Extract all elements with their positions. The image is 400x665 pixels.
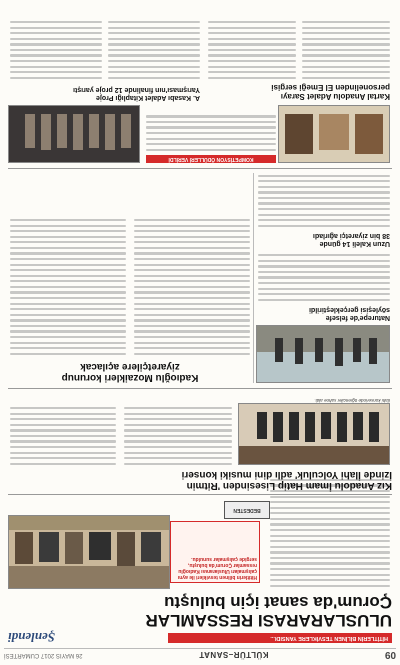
concert-photo [238, 403, 390, 465]
divider-3 [8, 168, 392, 169]
adalet-column-text-2 [208, 18, 296, 79]
headline-kicker: HİTİTLERİN BİLİNEN TESVİKLERE YANSIDI... [168, 633, 392, 643]
mosaic-headline [10, 361, 250, 383]
concert-photo-image [239, 404, 389, 464]
headline-line-2: Çorum'da sanat için buluştu [164, 593, 392, 612]
tourists-photo [256, 325, 390, 383]
uzun-title-2: 38 bin ziyaretçi ağırladı [312, 232, 390, 239]
tourists-photo-image [257, 326, 389, 382]
handicraft-photo [278, 105, 390, 163]
naturel-column-text [258, 251, 390, 301]
concert-column-text [124, 404, 232, 465]
mosaic-column-text [134, 216, 250, 355]
arsa-column-text-2 [10, 18, 102, 79]
handicraft-photo-image [279, 106, 389, 162]
naturel-headline [258, 305, 390, 321]
issue-date: 26 MAYIS 2017 CUMARTESİ [4, 652, 83, 658]
exhibition-photo-image [9, 516, 169, 588]
mosaic-column-text-2 [10, 216, 126, 355]
arsa-title-1: A. Kasabı Adalet Kitaplığı Proje [96, 94, 200, 101]
section-title: KÜLTÜR–SANAT [198, 650, 269, 660]
project-photo [8, 105, 140, 163]
arsa-headline [10, 85, 200, 101]
adalet-column-text [302, 18, 390, 79]
main-headline [8, 593, 392, 629]
concert-headline [8, 469, 392, 491]
uzun-column-text [258, 171, 390, 227]
uzun-headline [258, 231, 390, 247]
exhibition-photo [8, 515, 170, 589]
naturel-title-2: söyleşisi gerçekleştirildi [309, 306, 390, 313]
mosaic-title-1: Kadıoğlu Mozaikleri korunup [61, 372, 199, 383]
awards-column-text [146, 112, 276, 151]
mosaic-title-2: ziyaretçilere açılacak [80, 361, 180, 372]
arsa-column-text [108, 18, 200, 79]
headline-line-1: ULUSLARARASI RESSAMLAR [145, 611, 392, 630]
awards-bar: KOMPETİSYON ÖDÜLLERİ VERİLDİ [146, 155, 276, 163]
bedesten-stamp: BEDESTEN [224, 501, 270, 519]
arsa-title-2: Yarışması'nın finalinde 12 proje yarıştı [73, 86, 200, 93]
concert-title-1: Kız Anadolu İmam Hatip Lisesinden 'Ritmin [186, 480, 392, 491]
adalet-headline [210, 83, 390, 101]
naturel-title-1: Naturepe'de felsefe [325, 314, 390, 321]
highlight-box: Hititlerin bilinen tesvikleri ile aynı çalışmaları Uluslararası Kadıoğlu ressamlar Çorum'da buluştu, sergide çalışmalar sunuldu. [170, 521, 260, 583]
concert-photo-caption: İlahi konserinde öğrenciler sahne aldı. [314, 398, 390, 403]
concert-title-2: İzinde İlahi Yolculuk' adlı dini musiki konseri [181, 469, 392, 480]
adalet-title-2: personelinden El Emeği sergisi [271, 83, 390, 92]
column-divider [253, 173, 254, 383]
divider-1 [8, 494, 392, 495]
newspaper-logo: Şenlendi [8, 630, 55, 645]
story-column-1 [270, 475, 390, 587]
concert-column-text-2 [10, 404, 116, 465]
divider-2 [8, 388, 392, 389]
project-photo-image [9, 106, 139, 162]
uzun-title-1: Uzun Kaleli 14 günde [319, 240, 390, 247]
page-number: 09 [384, 649, 396, 661]
masthead-bar [4, 648, 396, 661]
adalet-title-1: Kartal Anadolu Adalet Sarayı [280, 92, 390, 101]
